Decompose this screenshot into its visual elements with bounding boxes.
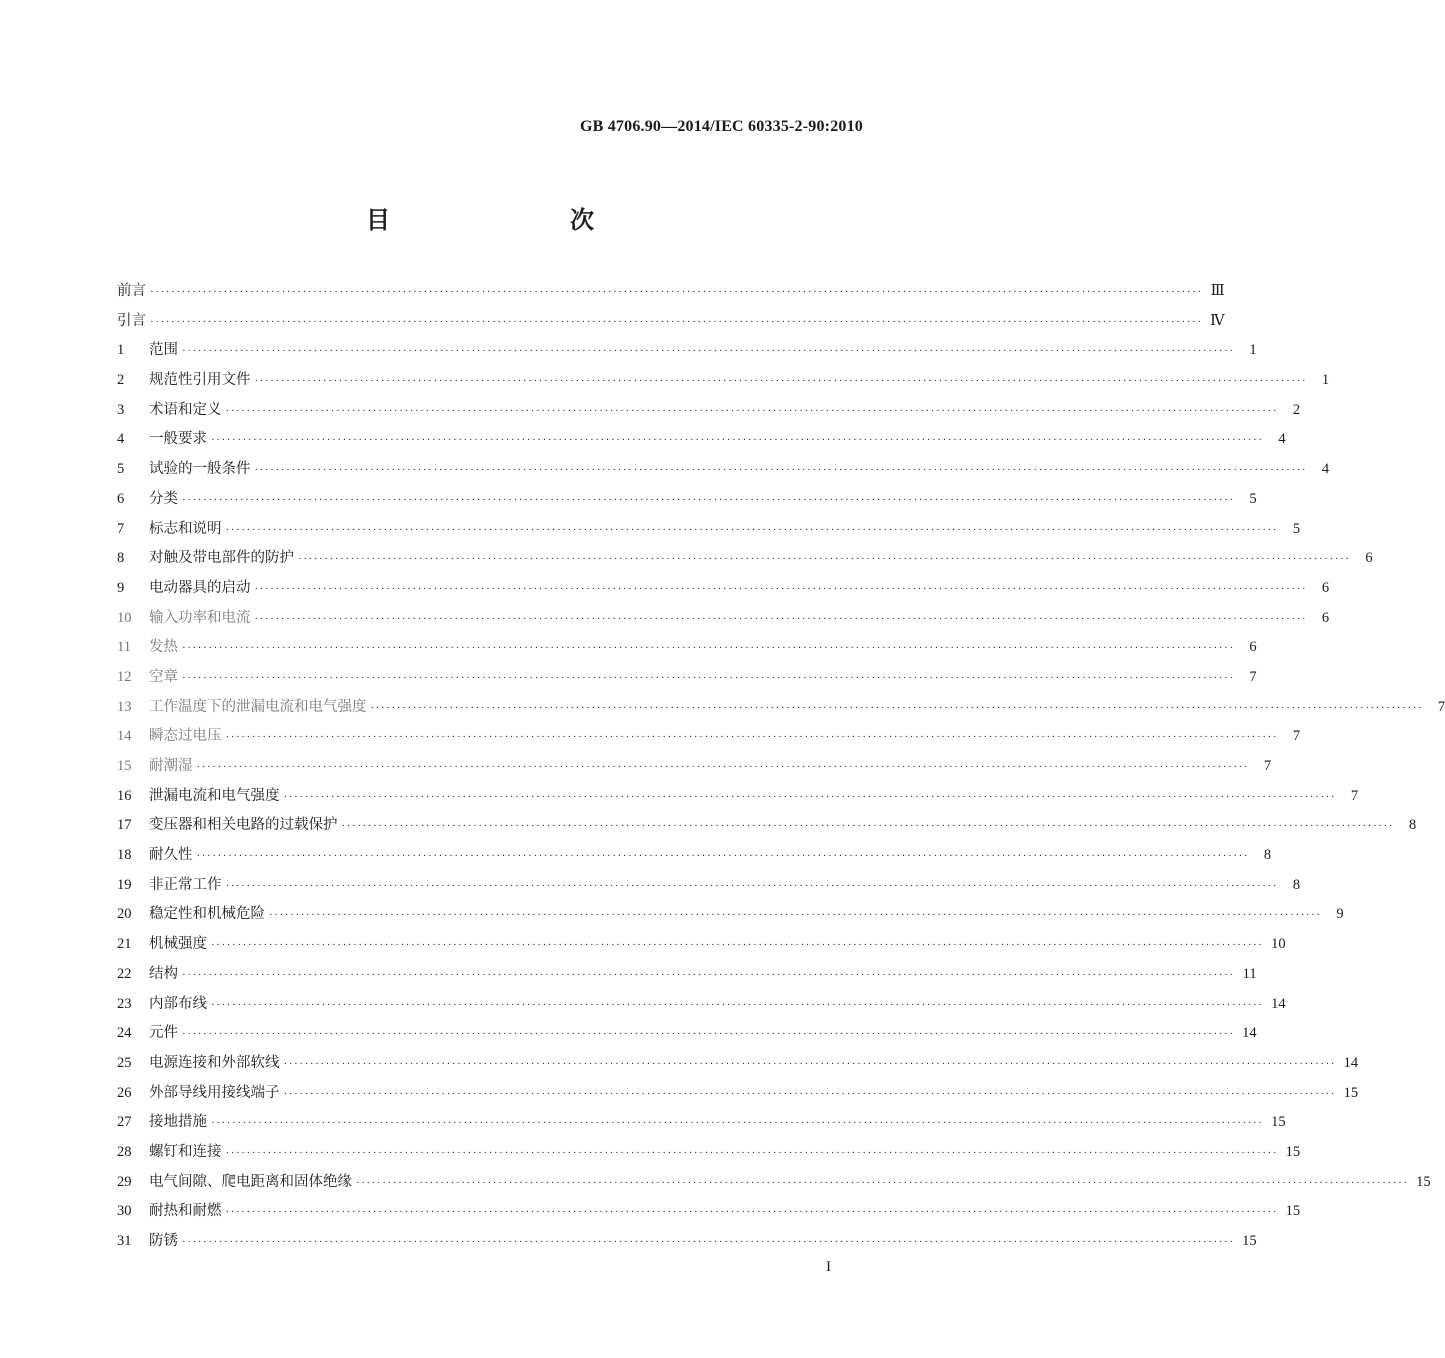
toc-entry-title: 变压器和相关电路的过载保护 [149,817,338,834]
toc-entry-number: 23 [117,995,132,1012]
toc-entry-number: 9 [117,579,125,596]
toc-dot-leader: ········································································································································································································ [182,642,1235,655]
toc-entry-number: 29 [117,1173,132,1190]
toc-entry-page: 6 [1321,609,1330,626]
toc-entry-page: 1 [1249,342,1257,359]
toc-entry[interactable] [117,722,1301,752]
toc-entry-title: 防锈 [149,1233,178,1249]
toc-entry-number: 12 [117,668,132,685]
toc-entry-page: 10 [1271,936,1286,953]
toc-entry-number: 20 [117,906,132,923]
toc-entry-number: 7 [117,520,125,537]
toc-entry-title: 元件 [149,1025,178,1042]
toc-dot-leader: ········································································································································································································ [225,1206,1279,1219]
toc-entry-title: 对触及带电部件的防护 [149,550,294,567]
toc-entry[interactable] [117,871,1301,901]
toc-entry-page: 6 [1321,579,1330,596]
toc-dot-leader: ········································································································································································································ [225,879,1279,892]
toc-entry-title: 一般要求 [149,431,207,448]
toc-dot-leader: ········································································································································································································ [283,1057,1337,1070]
toc-entry[interactable] [117,396,1301,426]
toc-entry-number: 28 [117,1143,132,1160]
toc-entry-page: 8 [1263,847,1272,864]
toc-dot-leader: ········································································································································································································ [341,820,1395,833]
toc-entry-number: 11 [117,639,131,656]
toc-entry[interactable] [117,752,1272,782]
toc-entry-page: 15 [1416,1173,1431,1190]
toc-entry[interactable] [117,455,1330,485]
toc-entry-title: 输入功率和电流 [149,609,251,626]
toc-entry-title: 空章 [149,668,178,685]
toc-entry-title: 分类 [149,490,178,507]
toc-entry[interactable] [117,930,1286,960]
standard-code: GB 4706.90—2014/IEC 60335-2-90:2010 [580,118,863,135]
toc-entry-number: 18 [117,847,132,864]
toc-entry-page: 14 [1271,995,1286,1012]
toc-entry-page: 7 [1249,668,1257,685]
toc-dot-leader: ········································································································································································································ [225,404,1279,417]
toc-dot-leader: ········································································································································································································ [211,939,1264,952]
toc-entry-number: 31 [117,1233,132,1249]
toc-entry-title: 耐久性 [149,847,193,864]
toc-entry-page: Ⅲ [1210,283,1225,299]
toc-dot-leader: ········································································································································································································ [283,790,1337,803]
toc-dot-leader: ········································································································································································································ [211,434,1264,447]
toc-entry-page: 6 [1249,639,1257,656]
toc-dot-leader: ········································································································································································································ [283,1087,1337,1100]
toc-entry[interactable] [117,990,1286,1020]
toc-dot-leader: ········································································································································································································ [150,286,1203,298]
toc-entry-number: 8 [117,550,125,567]
toc-entry-title: 试验的一般条件 [149,461,251,478]
toc-dot-leader: ········································································································································································································ [254,464,1308,477]
toc-entry[interactable] [117,1019,1257,1049]
toc-entry-page: 15 [1242,1233,1257,1249]
toc-entry[interactable] [117,1227,1257,1257]
toc-entry[interactable] [117,425,1286,455]
toc-entry[interactable] [117,604,1330,634]
toc-entry-number: 21 [117,936,132,953]
toc-entry-number: 24 [117,1025,132,1042]
toc-dot-leader: ········································································································································································································ [182,1028,1235,1041]
toc-entry-number: 10 [117,609,132,626]
toc-entry-title: 电源连接和外部软线 [149,1054,280,1071]
toc-entry-number: 5 [117,461,125,478]
toc-entry-title: 发热 [149,639,178,656]
toc-dot-leader: ········································································································································································································ [356,1176,1409,1189]
toc-entry-title: 稳定性和机械危险 [149,906,265,923]
toc-dot-leader: ········································································································································································································ [225,523,1279,536]
toc-entry-title: 前言 [117,283,146,299]
toc-entry-page: 14 [1242,1025,1257,1042]
toc-dot-leader: ········································································································································································································ [196,761,1250,773]
toc-dot-leader: ········································································································································································································ [211,998,1264,1011]
toc-entry-title: 内部布线 [149,995,207,1012]
toc-entry[interactable] [117,1108,1286,1138]
toc-entry-number: 2 [117,372,125,389]
toc-entry-number: 6 [117,490,125,507]
toc-entry-number: 4 [117,431,125,448]
toc-entry-page: Ⅳ [1210,312,1225,329]
toc-entry[interactable] [117,277,1225,307]
toc-entry[interactable] [117,1168,1431,1198]
toc-entry-number: 13 [117,698,132,715]
toc-entry-title: 结构 [149,965,178,982]
toc-entry-page: 11 [1242,965,1257,982]
toc-entry[interactable] [117,811,1417,841]
toc-entry-title: 非正常工作 [149,876,222,893]
toc-entry-title: 电动器具的启动 [149,579,251,596]
toc-dot-leader: ········································································································································································································ [150,315,1203,328]
toc-dot-leader: ········································································································································································································ [254,612,1308,625]
toc-dot-leader: ········································································································································································································ [182,671,1235,684]
toc-entry-title: 泄漏电流和电气强度 [149,787,280,804]
toc-entry-page: 14 [1343,1054,1359,1071]
toc-entry-title: 工作温度下的泄漏电流和电气强度 [149,698,367,715]
toc-entry-number: 17 [117,817,132,834]
toc-dot-leader: ········································································································································································································ [182,493,1235,506]
toc-entry-title: 耐潮湿 [149,758,193,774]
toc-entry-page: 15 [1271,1114,1286,1131]
toc-entry[interactable] [117,900,1344,930]
toc-entry-title: 规范性引用文件 [149,372,251,389]
toc-entry-number: 30 [117,1203,132,1220]
toc-entry-page: 15 [1285,1203,1301,1220]
toc-entry-page: 4 [1321,461,1330,478]
toc-entry-title: 螺钉和连接 [149,1143,222,1160]
toc-entry-title: 外部导线用接线端子 [149,1084,280,1101]
toc-entry-page: 5 [1292,520,1301,537]
toc-entry-number: 14 [117,728,132,745]
toc-entry-number: 19 [117,876,132,893]
toc-dot-leader: ········································································································································································································ [269,909,1322,922]
toc-entry-page: 7 [1263,758,1272,774]
table-of-contents [117,277,1445,1257]
toc-entry[interactable] [117,633,1257,663]
toc-entry-title: 术语和定义 [149,401,222,418]
toc-entry-page: 6 [1365,550,1373,567]
toc-entry-title: 范围 [149,342,178,359]
toc-entry-page: 9 [1336,906,1344,923]
toc-dot-leader: ········································································································································································································ [298,553,1351,566]
toc-entry-page: 7 [1350,787,1359,804]
toc-entry[interactable] [117,307,1225,337]
toc-entry-page: 15 [1343,1084,1359,1101]
toc-entry-title: 接地措施 [149,1114,207,1131]
toc-entry-number: 26 [117,1084,132,1101]
toc-entry-number: 15 [117,758,132,774]
toc-entry[interactable] [117,960,1257,990]
toc-dot-leader: ········································································································································································································ [225,1146,1279,1159]
toc-entry-page: 2 [1292,401,1301,418]
toc-entry-page: 1 [1321,372,1330,389]
toc-entry-page: 5 [1249,490,1257,507]
toc-entry-page: 8 [1408,817,1417,834]
toc-entry-page: 7 [1437,698,1445,715]
toc-entry-page: 7 [1292,728,1301,745]
toc-entry-number: 3 [117,401,125,418]
toc-entry[interactable] [117,841,1272,871]
toc-entry[interactable] [117,336,1257,366]
toc-dot-leader: ········································································································································································································ [370,701,1424,714]
toc-dot-leader: ········································································································································································································ [182,968,1235,981]
toc-entry[interactable] [117,1197,1301,1227]
toc-entry-title: 引言 [117,312,146,329]
toc-entry-number: 1 [117,342,125,359]
toc-entry-number: 22 [117,965,132,982]
toc-dot-leader: ········································································································································································································ [254,582,1308,595]
toc-dot-leader: ········································································································································································································ [254,375,1308,388]
toc-entry[interactable] [117,515,1301,545]
toc-entry[interactable] [117,1079,1359,1109]
toc-entry-title: 耐热和耐燃 [149,1203,222,1220]
toc-entry-number: 27 [117,1114,132,1131]
toc-entry-page: 8 [1292,876,1301,893]
page-title: 目 次 [366,206,638,234]
toc-entry[interactable] [117,485,1257,515]
toc-entry[interactable] [117,782,1359,812]
toc-entry[interactable] [117,574,1330,604]
toc-dot-leader: ········································································································································································································ [182,345,1235,358]
page-number: I [826,1259,831,1275]
toc-entry[interactable] [117,693,1445,723]
toc-entry-page: 15 [1285,1143,1301,1160]
toc-entry-title: 机械强度 [149,936,207,953]
toc-dot-leader: ········································································································································································································ [196,850,1250,863]
toc-entry-page: 4 [1278,431,1286,448]
toc-entry[interactable] [117,366,1330,396]
toc-entry[interactable] [117,1049,1359,1079]
toc-entry[interactable] [117,663,1257,693]
toc-entry-title: 标志和说明 [149,520,222,537]
toc-entry-title: 瞬态过电压 [149,728,222,745]
toc-entry-number: 25 [117,1054,132,1071]
toc-entry[interactable] [117,544,1373,574]
toc-entry[interactable] [117,1138,1301,1168]
toc-entry-title: 电气间隙、爬电距离和固体绝缘 [149,1173,352,1190]
toc-dot-leader: ········································································································································································································ [211,1117,1264,1130]
toc-dot-leader: ········································································································································································································ [182,1236,1235,1248]
toc-dot-leader: ········································································································································································································ [225,731,1279,744]
toc-entry-number: 16 [117,787,132,804]
